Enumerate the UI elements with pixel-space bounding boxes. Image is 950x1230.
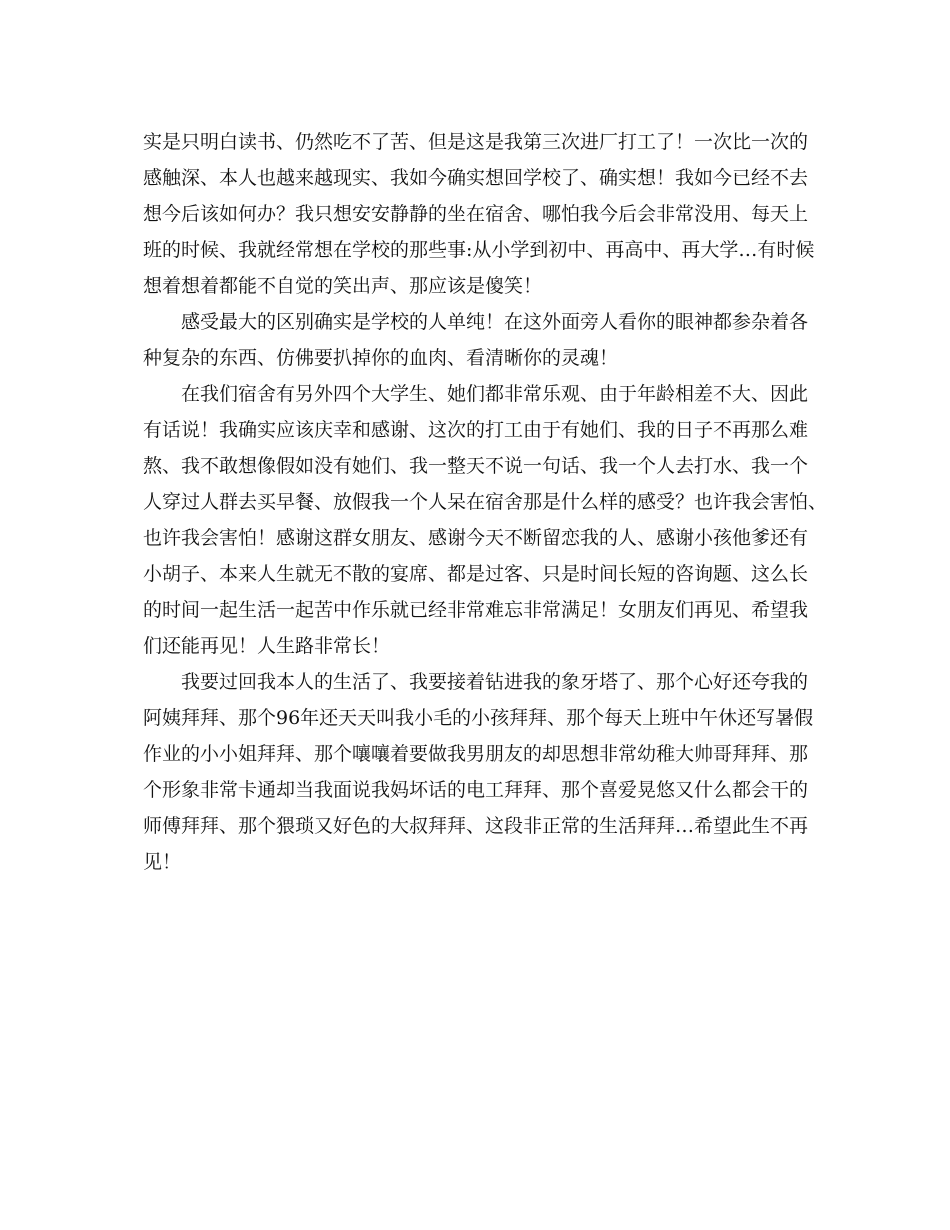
text-line: 作业的小小姐拜拜、那个嚷嚷着要做我男朋友的却思想非常幼稚大帅哥拜拜、那 (143, 743, 809, 765)
paragraph-4 (143, 664, 814, 880)
text-line: 种复杂的东西、仿佛要扒掉你的血肉、看清晰你的灵魂！ (143, 347, 619, 369)
text-line: 想着想着都能不自觉的笑出声、那应该是傻笑！ (143, 275, 543, 297)
text-line: 个形象非常卡通却当我面说我妈坏话的电工拜拜、那个喜爱晃悠又什么都会干的 (143, 779, 809, 801)
text-line: 感受最大的区别确实是学校的人单纯！在这外面旁人看你的眼神都参杂着各 (181, 311, 809, 333)
text-line: 阿姨拜拜、那个96年还天天叫我小毛的小孩拜拜、那个每天上班中午休还写暑假 (143, 707, 814, 729)
text-line: 实是只明白读书、仍然吃不了苦、但是这是我第三次进厂打工了！一次比一次的 (143, 131, 809, 153)
text-line: 见！ (143, 851, 182, 873)
document-page (143, 124, 828, 880)
text-line: 师傅拜拜、那个猥琐又好色的大叔拜拜、这段非正常的生活拜拜…希望此生不再 (143, 815, 809, 837)
text-line: 在我们宿舍有另外四个大学生、她们都非常乐观、由于年龄相差不大、因此 (181, 383, 809, 405)
text-line: 班的时候、我就经常想在学校的那些事:从小学到初中、再高中、再大学…有时候 (143, 239, 815, 261)
text-line: 的时间一起生活一起苦中作乐就已经非常难忘非常满足！女朋友们再见、希望我 (143, 599, 809, 621)
text-line: 感触深、本人也越来越现实、我如今确实想回学校了、确实想！我如今已经不去 (143, 167, 809, 189)
paragraph-2 (143, 304, 808, 376)
text-line: 人穿过人群去买早餐、放假我一个人呆在宿舍那是什么样的感受？也许我会害怕、 (143, 491, 828, 513)
text-line: 有话说！我确实应该庆幸和感谢、这次的打工由于有她们、我的日子不再那么难 (143, 419, 809, 441)
text-line: 熬、我不敢想像假如没有她们、我一整天不说一句话、我一个人去打水、我一个 (143, 455, 809, 477)
text-line: 小胡子、本来人生就无不散的宴席、都是过客、只是时间长短的咨询题、这么长 (143, 563, 809, 585)
text-line: 我要过回我本人的生活了、我要接着钻进我的象牙塔了、那个心好还夸我的 (181, 671, 809, 693)
paragraph-3 (143, 376, 828, 664)
text-line: 想今后该如何办？我只想安安静静的坐在宿舍、哪怕我今后会非常没用、每天上 (143, 203, 809, 225)
paragraph-1 (143, 124, 815, 304)
text-line: 也许我会害怕！感谢这群女朋友、感谢今天不断留恋我的人、感谢小孩他爹还有 (143, 527, 809, 549)
text-line: 们还能再见！人生路非常长！ (143, 635, 391, 657)
